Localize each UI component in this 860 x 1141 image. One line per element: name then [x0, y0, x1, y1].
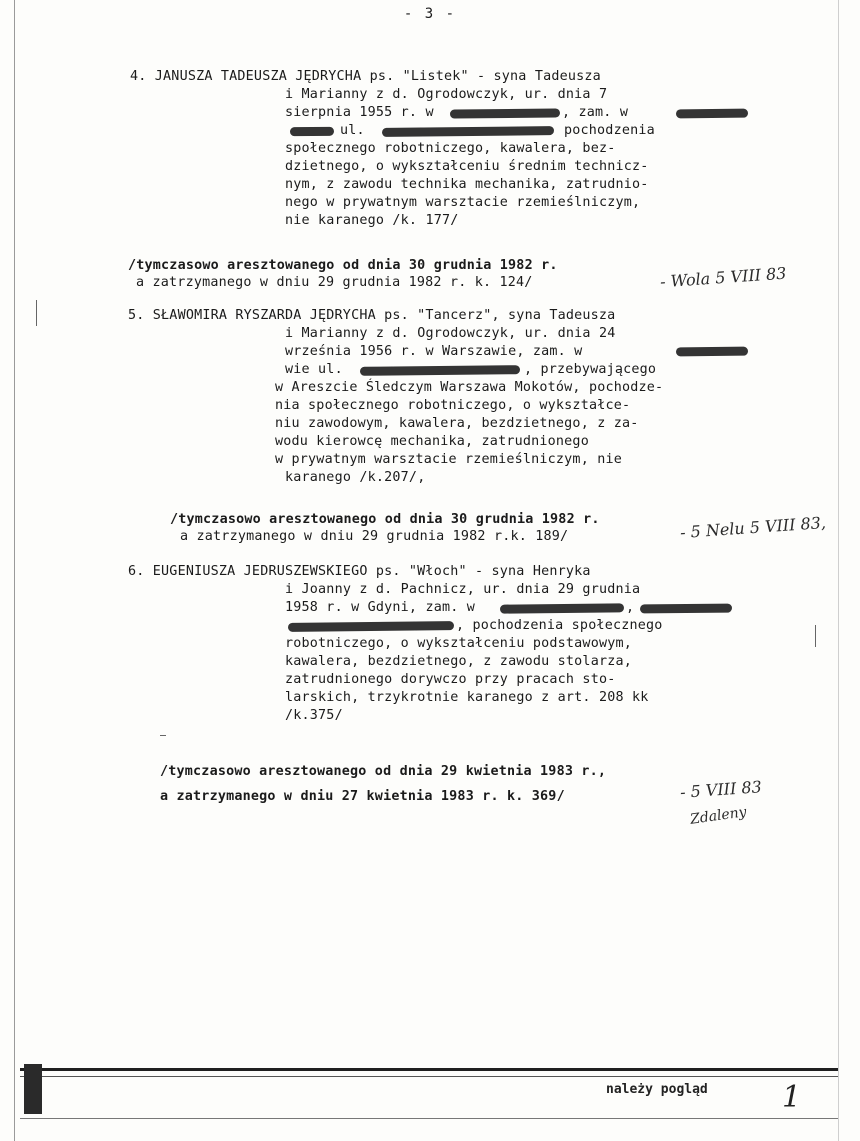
entry-line: 6. EUGENIUSZA JEDRUSZEWSKIEGO ps. "Włoch" - syna Henryka: [128, 564, 591, 579]
entry-line: zatrudnionego dorywczo przy pracach sto-: [285, 672, 616, 687]
redaction-bar: [382, 126, 554, 137]
entry-line: kawalera, bezdzietnego, z zawodu stolarza,: [285, 654, 632, 669]
handwritten-note: - 5 Nelu 5 VIII 83,: [679, 512, 827, 543]
binding-mark: [24, 1064, 42, 1114]
footer-rule: [20, 1076, 838, 1077]
entry-line: i Marianny z d. Ogrodowczyk, ur. dnia 7: [285, 87, 608, 102]
redaction-bar: [676, 347, 748, 357]
entry-line: w prywatnym warsztacie rzemieślniczym, nie: [275, 452, 622, 467]
entry-line: dzietnego, o wykształceniu średnim technicz-: [285, 159, 649, 174]
entry-line: i Joanny z d. Pachnicz, ur. dnia 29 grudnia: [285, 582, 641, 597]
footer-rule: [20, 1118, 838, 1119]
handwritten-signature: Zdaleny: [689, 804, 748, 828]
footer-scan-band: [20, 1062, 838, 1141]
redaction-bar: [676, 109, 748, 119]
entry-line: , pochodzenia społecznego: [456, 618, 663, 633]
handwritten-note: - 5 VIII 83: [679, 777, 763, 802]
detention-line: /tymczasowo aresztowanego od dnia 30 grudnia 1982 r.: [170, 512, 600, 527]
redaction-bar: [500, 603, 624, 613]
entry-line: nego w prywatnym warsztacie rzemieślniczym,: [285, 195, 641, 210]
redaction-bar: [288, 621, 454, 632]
page-edge-right: [838, 0, 839, 1141]
handwritten-note: - Wola 5 VIII 83: [659, 263, 787, 292]
entry-line: larskich, trzykrotnie karanego z art. 208 kk: [285, 690, 649, 705]
entry-line: wodu kierowcę mechanika, zatrudnionego: [275, 434, 589, 449]
detention-line: /tymczasowo aresztowanego od dnia 29 kwietnia 1983 r.,: [160, 764, 607, 779]
page-edge-left: [14, 0, 15, 1141]
detention-line: a zatrzymanego w dniu 29 grudnia 1982 r.k. 189/: [180, 529, 569, 544]
entry-line: nia społecznego robotniczego, o wykształce-: [275, 398, 631, 413]
entry-line: , zam. w: [562, 105, 629, 120]
entry-line: 1958 r. w Gdyni, zam. w: [285, 600, 476, 615]
redaction-bar: [360, 365, 520, 376]
redaction-bar: [640, 604, 732, 614]
entry-line: i Marianny z d. Ogrodowczyk, ur. dnia 24: [285, 326, 616, 341]
margin-mark: [160, 735, 166, 736]
entry-line: karanego /k.207/,: [285, 470, 426, 485]
entry-line: pochodzenia: [564, 123, 655, 138]
entry-line: nie karanego /k. 177/: [285, 213, 459, 228]
margin-mark: [36, 300, 37, 326]
entry-line: , przebywającego: [524, 362, 657, 377]
entry-line: nym, z zawodu technika mechanika, zatrudnio-: [285, 177, 649, 192]
corner-number: 1: [782, 1080, 802, 1115]
detention-line: a zatrzymanego w dniu 27 kwietnia 1983 r. k. 369/: [160, 789, 565, 804]
entry-line: 4. JANUSZA TADEUSZA JĘDRYCHA ps. "Listek" - syna Tadeusza: [130, 69, 601, 84]
entry-line: wie ul.: [285, 362, 343, 377]
entry-line: 5. SŁAWOMIRA RYSZARDA JĘDRYCHA ps. "Tancerz", syna Tadeusza: [128, 308, 616, 323]
footer-rule: [20, 1068, 838, 1071]
detention-line: /tymczasowo aresztowanego od dnia 30 grudnia 1982 r.: [128, 258, 558, 273]
entry-line: w Areszcie Śledczym Warszawa Mokotów, pochodze-: [275, 380, 664, 395]
redaction-bar: [450, 108, 560, 118]
entry-line: robotniczego, o wykształceniu podstawowym,: [285, 636, 632, 651]
entry-line: ul.: [340, 123, 365, 138]
entry-line: /k.375/: [285, 708, 343, 723]
page-number: - 3 -: [403, 6, 457, 22]
redaction-bar: [290, 127, 334, 136]
entry-line: sierpnia 1955 r. w: [285, 105, 434, 120]
entry-line: społecznego robotniczego, kawalera, bez-: [285, 141, 616, 156]
footer-text: należy pogląd: [606, 1082, 708, 1097]
entry-line: ,: [626, 600, 635, 615]
margin-mark: [815, 625, 816, 647]
entry-line: niu zawodowym, kawalera, bezdzietnego, z za-: [275, 416, 639, 431]
entry-line: września 1956 r. w Warszawie, zam. w: [285, 344, 583, 359]
detention-line: a zatrzymanego w dniu 29 grudnia 1982 r. k. 124/: [136, 275, 533, 290]
